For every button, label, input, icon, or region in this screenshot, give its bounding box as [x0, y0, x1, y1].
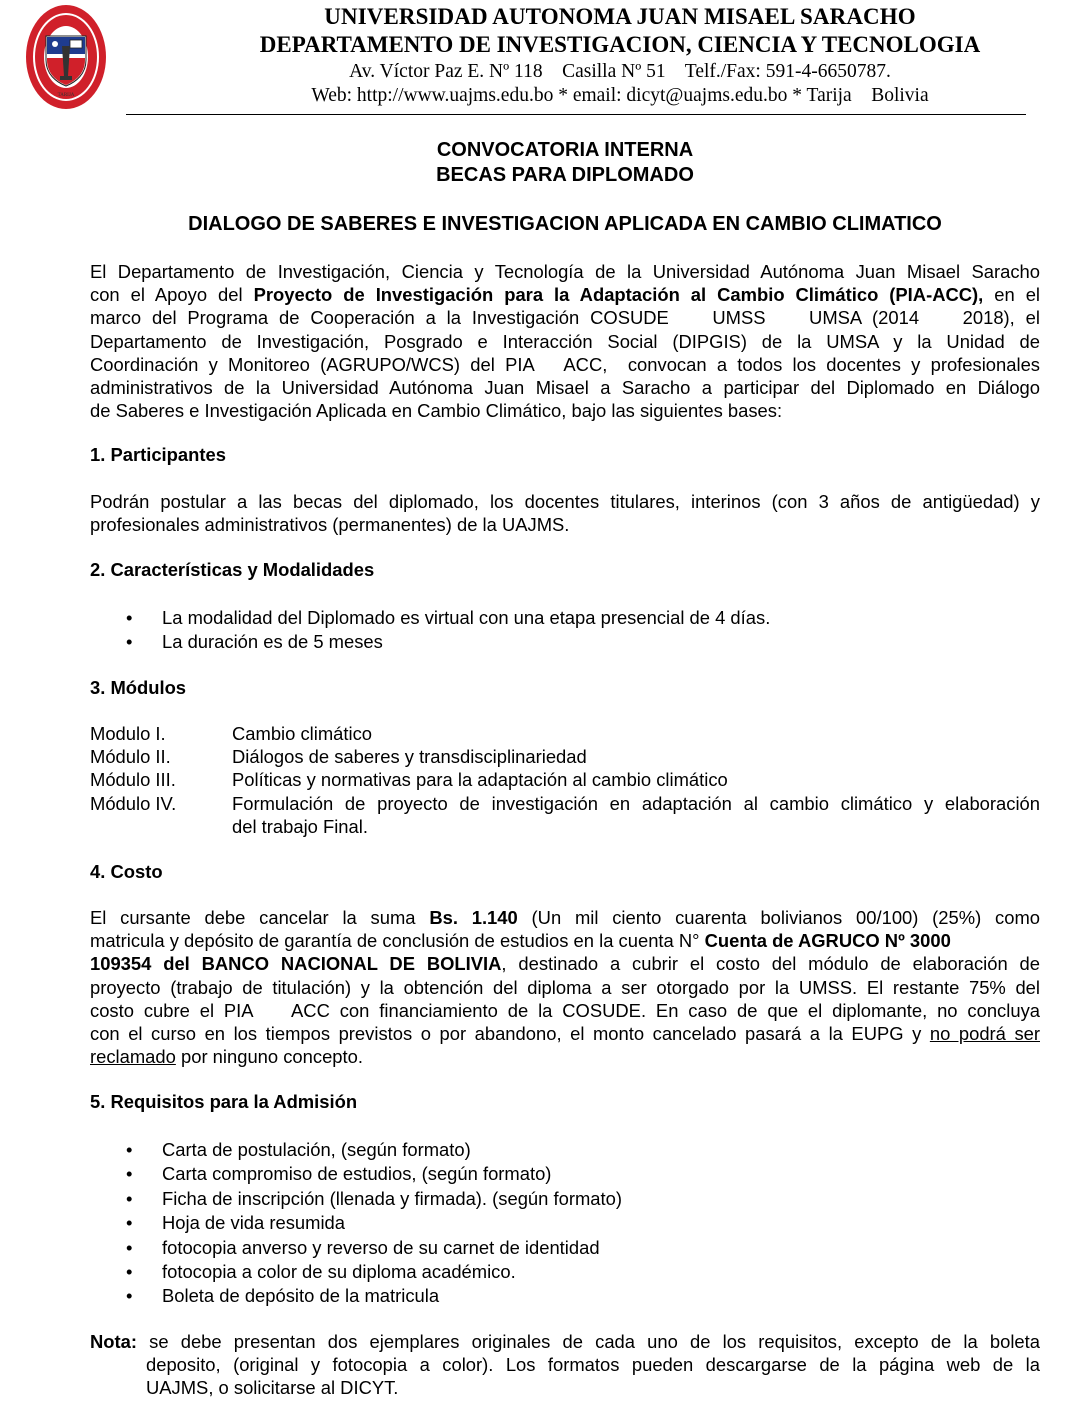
bullet-icon: •: [126, 1261, 133, 1283]
section-heading-requisitos: 5. Requisitos para la Admisión: [90, 1091, 358, 1112]
module-title: Diálogos de saberes y transdisciplinariedad: [232, 746, 587, 768]
intro-line: [90, 283, 1040, 306]
intro-line: de Saberes e Investigación Aplicada en Cambio Climático, bajo las siguientes bases:: [90, 400, 783, 422]
modulos-list: [90, 722, 1040, 838]
section-heading-caracteristicas: 2. Características y Modalidades: [90, 559, 375, 580]
bullet-icon: •: [126, 631, 133, 653]
list-item-text: La duración es de 5 meses: [162, 631, 383, 653]
text-run: , destinado a cubrir el costo del módulo de elaboración de: [501, 953, 1040, 975]
bank-name: 109354 del BANCO NACIONAL DE BOLIVIA: [90, 953, 502, 975]
list-item: [90, 1187, 1040, 1211]
costo-paragraph: [90, 906, 1040, 1068]
list-item: [90, 1284, 1040, 1308]
bullet-icon: •: [126, 1212, 133, 1234]
participantes-paragraph: [90, 490, 1040, 536]
intro-line: Coordinación y Monitoreo (AGRUPO/WCS) del PIA ACC, convocan a todos los docentes y profesionales: [90, 353, 1040, 375]
text-run: matricula y depósito de garantía de conclusión de estudios en la cuenta N°: [90, 930, 705, 952]
bullet-icon: •: [126, 1139, 133, 1160]
list-item: [90, 1138, 1040, 1162]
list-item-text: fotocopia a color de su diploma académico.: [162, 1261, 516, 1283]
intro-line: administrativos de la Universidad Autónoma Juan Misael a Saracho a participar del Diplomado en Diálogo: [90, 377, 1040, 399]
list-item-text: Carta de postulación, (según formato): [162, 1139, 471, 1160]
text-run: El cursante debe cancelar la suma: [90, 907, 430, 928]
list-item-text: Carta compromiso de estudios, (según formato): [162, 1163, 552, 1185]
paragraph-line: [90, 1045, 1040, 1068]
intro-paragraph: [90, 260, 1040, 422]
paragraph-line: profesionales administrativos (permanentes) de la UAJMS.: [90, 514, 570, 536]
paragraph-line: Podrán postular a las becas del diplomado, los docentes titulares, interinos (con 3 años de antigüedad) y: [90, 491, 1040, 512]
module-title: Cambio climático: [232, 723, 373, 744]
caracteristicas-list: [90, 606, 1040, 655]
list-item-text: fotocopia anverso y reverso de su carnet de identidad: [162, 1236, 600, 1258]
bullet-icon: •: [126, 1187, 133, 1209]
paragraph-line: [90, 929, 1040, 952]
amount: Bs. 1.140: [429, 907, 518, 928]
module-label: Módulo II.: [90, 746, 171, 768]
contact-line: Web: http://www.uajms.edu.bo * email: dicyt@uajms.edu.bo * Tarija Bolivia: [311, 85, 929, 106]
header-divider: [126, 114, 1026, 115]
module-row: [90, 792, 1040, 838]
bullet-icon: •: [126, 1163, 133, 1185]
list-item-text: La modalidad del Diplomado es virtual con una etapa presencial de 4 días.: [162, 607, 771, 628]
university-name: UNIVERSIDAD AUTONOMA JUAN MISAEL SARACHO: [324, 4, 916, 29]
module-label: Módulo III.: [90, 769, 176, 791]
list-item: [90, 1260, 1040, 1284]
svg-text:TARIJA: TARIJA: [57, 93, 75, 98]
paragraph-line: [90, 1022, 1040, 1045]
list-item-text: Boleta de depósito de la matricula: [162, 1285, 440, 1307]
text-run: con el curso en los tiempos previstos o por abandono, el monto cancelado pasará a la EUPG y: [90, 1023, 930, 1045]
list-item: [90, 630, 1040, 654]
note-line: [90, 1330, 1040, 1353]
bullet-icon: •: [126, 1236, 133, 1258]
module-label: Módulo IV.: [90, 792, 177, 814]
title-diplomado: DIALOGO DE SABERES E INVESTIGACION APLICADA EN CAMBIO CLIMATICO: [188, 213, 942, 235]
text-run: con el Apoyo del: [90, 284, 254, 306]
module-title: Políticas y normativas para la adaptación al cambio climático: [232, 769, 728, 791]
module-title-line: del trabajo Final.: [232, 815, 368, 837]
paragraph-line: [90, 906, 1040, 929]
intro-line: El Departamento de Investigación, Ciencia y Tecnología de la Universidad Autónoma Juan Misael Saracho: [90, 261, 1040, 282]
note-label: Nota:: [90, 1331, 137, 1352]
module-label: Modulo I.: [90, 723, 166, 744]
module-title: [232, 792, 1040, 838]
text-run: se debe presentan dos ejemplares originales de cada uno de los requisitos, excepto de la boleta: [137, 1331, 1040, 1352]
paragraph-line: costo cubre el PIA ACC con financiamiento de la COSUDE. En caso de que el diplomante, no concluya: [90, 999, 1040, 1021]
title-becas: BECAS PARA DIPLOMADO: [436, 164, 694, 186]
module-row: [90, 722, 1040, 745]
module-row: [90, 745, 1040, 768]
underlined-text: reclamado: [90, 1046, 176, 1068]
text-run: (Un mil ciento cuarenta bolivianos 00/100) (25%) como: [517, 907, 1040, 928]
underlined-text: no podrá ser: [929, 1023, 1040, 1045]
bullet-icon: •: [126, 1285, 133, 1307]
university-seal-icon: [24, 2, 108, 112]
note-line: deposito, (original y fotocopia a color). Los formatos pueden descargarse de la página web de la: [146, 1354, 1040, 1376]
list-item: [90, 1211, 1040, 1235]
intro-line: Departamento de Investigación, Posgrado e Interacción Social (DIPGIS) de la UMSA y la Unidad de: [90, 330, 1040, 352]
bullet-icon: •: [126, 607, 133, 628]
list-item: [90, 1236, 1040, 1260]
intro-line: marco del Programa de Cooperación a la Investigación COSUDE UMSS UMSA (2014 2018), el: [90, 307, 1040, 329]
paragraph-line: [90, 952, 1040, 975]
module-title-line: Formulación de proyecto de investigación en adaptación al cambio climático y elaboración: [232, 792, 1040, 814]
section-heading-costo: 4. Costo: [90, 861, 163, 882]
department-name: DEPARTAMENTO DE INVESTIGACION, CIENCIA Y TECNOLOGIA: [259, 32, 981, 57]
note-line: UAJMS, o solicitarse al DICYT.: [146, 1377, 399, 1399]
section-heading-participantes: 1. Participantes: [90, 444, 226, 465]
list-item-text: Ficha de inscripción (llenada y firmada). (según formato): [162, 1187, 622, 1209]
requisitos-list: [90, 1138, 1040, 1309]
text-run: por ninguno concepto.: [175, 1046, 363, 1068]
list-item-text: Hoja de vida resumida: [162, 1212, 345, 1234]
paragraph-line: proyecto (trabajo de titulación) y la obtención del diploma a ser otorgado por la UMSS. El restante 75% del: [90, 976, 1040, 998]
section-heading-modulos: 3. Módulos: [90, 677, 187, 698]
note-paragraph: [90, 1330, 1040, 1400]
list-item: [90, 1162, 1040, 1186]
title-convocatoria: CONVOCATORIA INTERNA: [436, 139, 694, 161]
address-line: Av. Víctor Paz E. Nº 118 Casilla Nº 51 Telf./Fax: 591-4-6650787.: [349, 61, 891, 82]
module-row: [90, 768, 1040, 791]
project-name: Proyecto de Investigación para la Adaptación al Cambio Climático (PIA-ACC),: [253, 284, 984, 306]
text-run: en el: [983, 284, 1041, 306]
list-item: [90, 606, 1040, 630]
account-number: Cuenta de AGRUCO Nº 3000: [704, 930, 951, 952]
